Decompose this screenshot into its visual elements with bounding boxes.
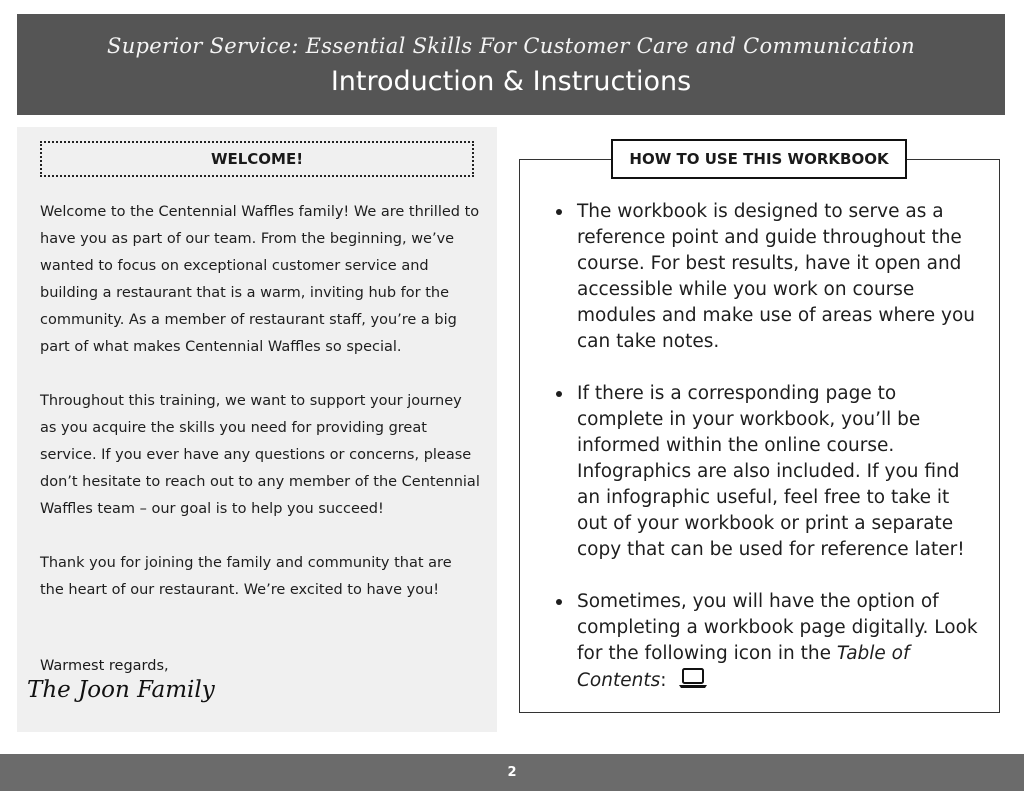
page-header xyxy=(17,14,1005,115)
page-number: 2 xyxy=(507,765,517,780)
list-item-colon: : xyxy=(660,670,667,691)
bullet-dot xyxy=(556,391,562,397)
list-item xyxy=(553,589,983,697)
welcome-paragraph: Thank you for joining the family and community that are the heart of our restaurant. We’re excited to have you! xyxy=(40,555,452,598)
welcome-panel xyxy=(17,127,497,732)
table-of-contents-emphasis: Table of Contents xyxy=(577,643,910,691)
list-item xyxy=(553,199,983,355)
howto-heading: HOW TO USE THIS WORKBOOK xyxy=(611,139,907,179)
welcome-heading: WELCOME! xyxy=(40,141,474,177)
list-item xyxy=(553,381,983,563)
closing-text: Warmest regards, xyxy=(40,658,169,674)
bullet-dot xyxy=(556,599,562,605)
signature: The Joon Family xyxy=(27,677,215,703)
list-item-text: The workbook is designed to serve as a reference point and guide throughout the course. For best results, have it open and accessible while you work on course modules and make use of areas where you can take notes. xyxy=(577,201,976,352)
list-item-text: If there is a corresponding page to complete in your workbook, you’ll be informed within the online course. Infographics are also included. If you find an infographic useful, feel free to take it out of your workbook or print a separate copy that can be used for reference later! xyxy=(577,383,965,560)
welcome-paragraph: Welcome to the Centennial Waffles family! We are thrilled to have you as part of our team. From the beginning, we’ve wanted to focus on exceptional customer service and building a restaurant that is a warm, inviting hub for the community. As a member of restaurant staff, you’re a big part of what makes Centennial Waffles so special. xyxy=(40,204,480,355)
course-subtitle: Superior Service: Essential Skills For Customer Care and Communication xyxy=(107,34,915,58)
page-title: Introduction & Instructions xyxy=(330,66,692,97)
instructions-list xyxy=(553,199,983,723)
page-footer xyxy=(0,754,1024,791)
welcome-paragraph: Throughout this training, we want to support your journey as you acquire the skills you need for providing great service. If you ever have any questions or concerns, please don’t hesitate to reach out to any member of the Centennial Waffles team – our goal is to help you succeed! xyxy=(40,393,480,517)
bullet-dot xyxy=(556,209,562,215)
list-item-text: Sometimes, you will have the option of completing a workbook page digitally. Look for the following icon in the xyxy=(577,591,978,664)
welcome-text xyxy=(40,199,480,631)
laptop-icon xyxy=(678,667,708,697)
